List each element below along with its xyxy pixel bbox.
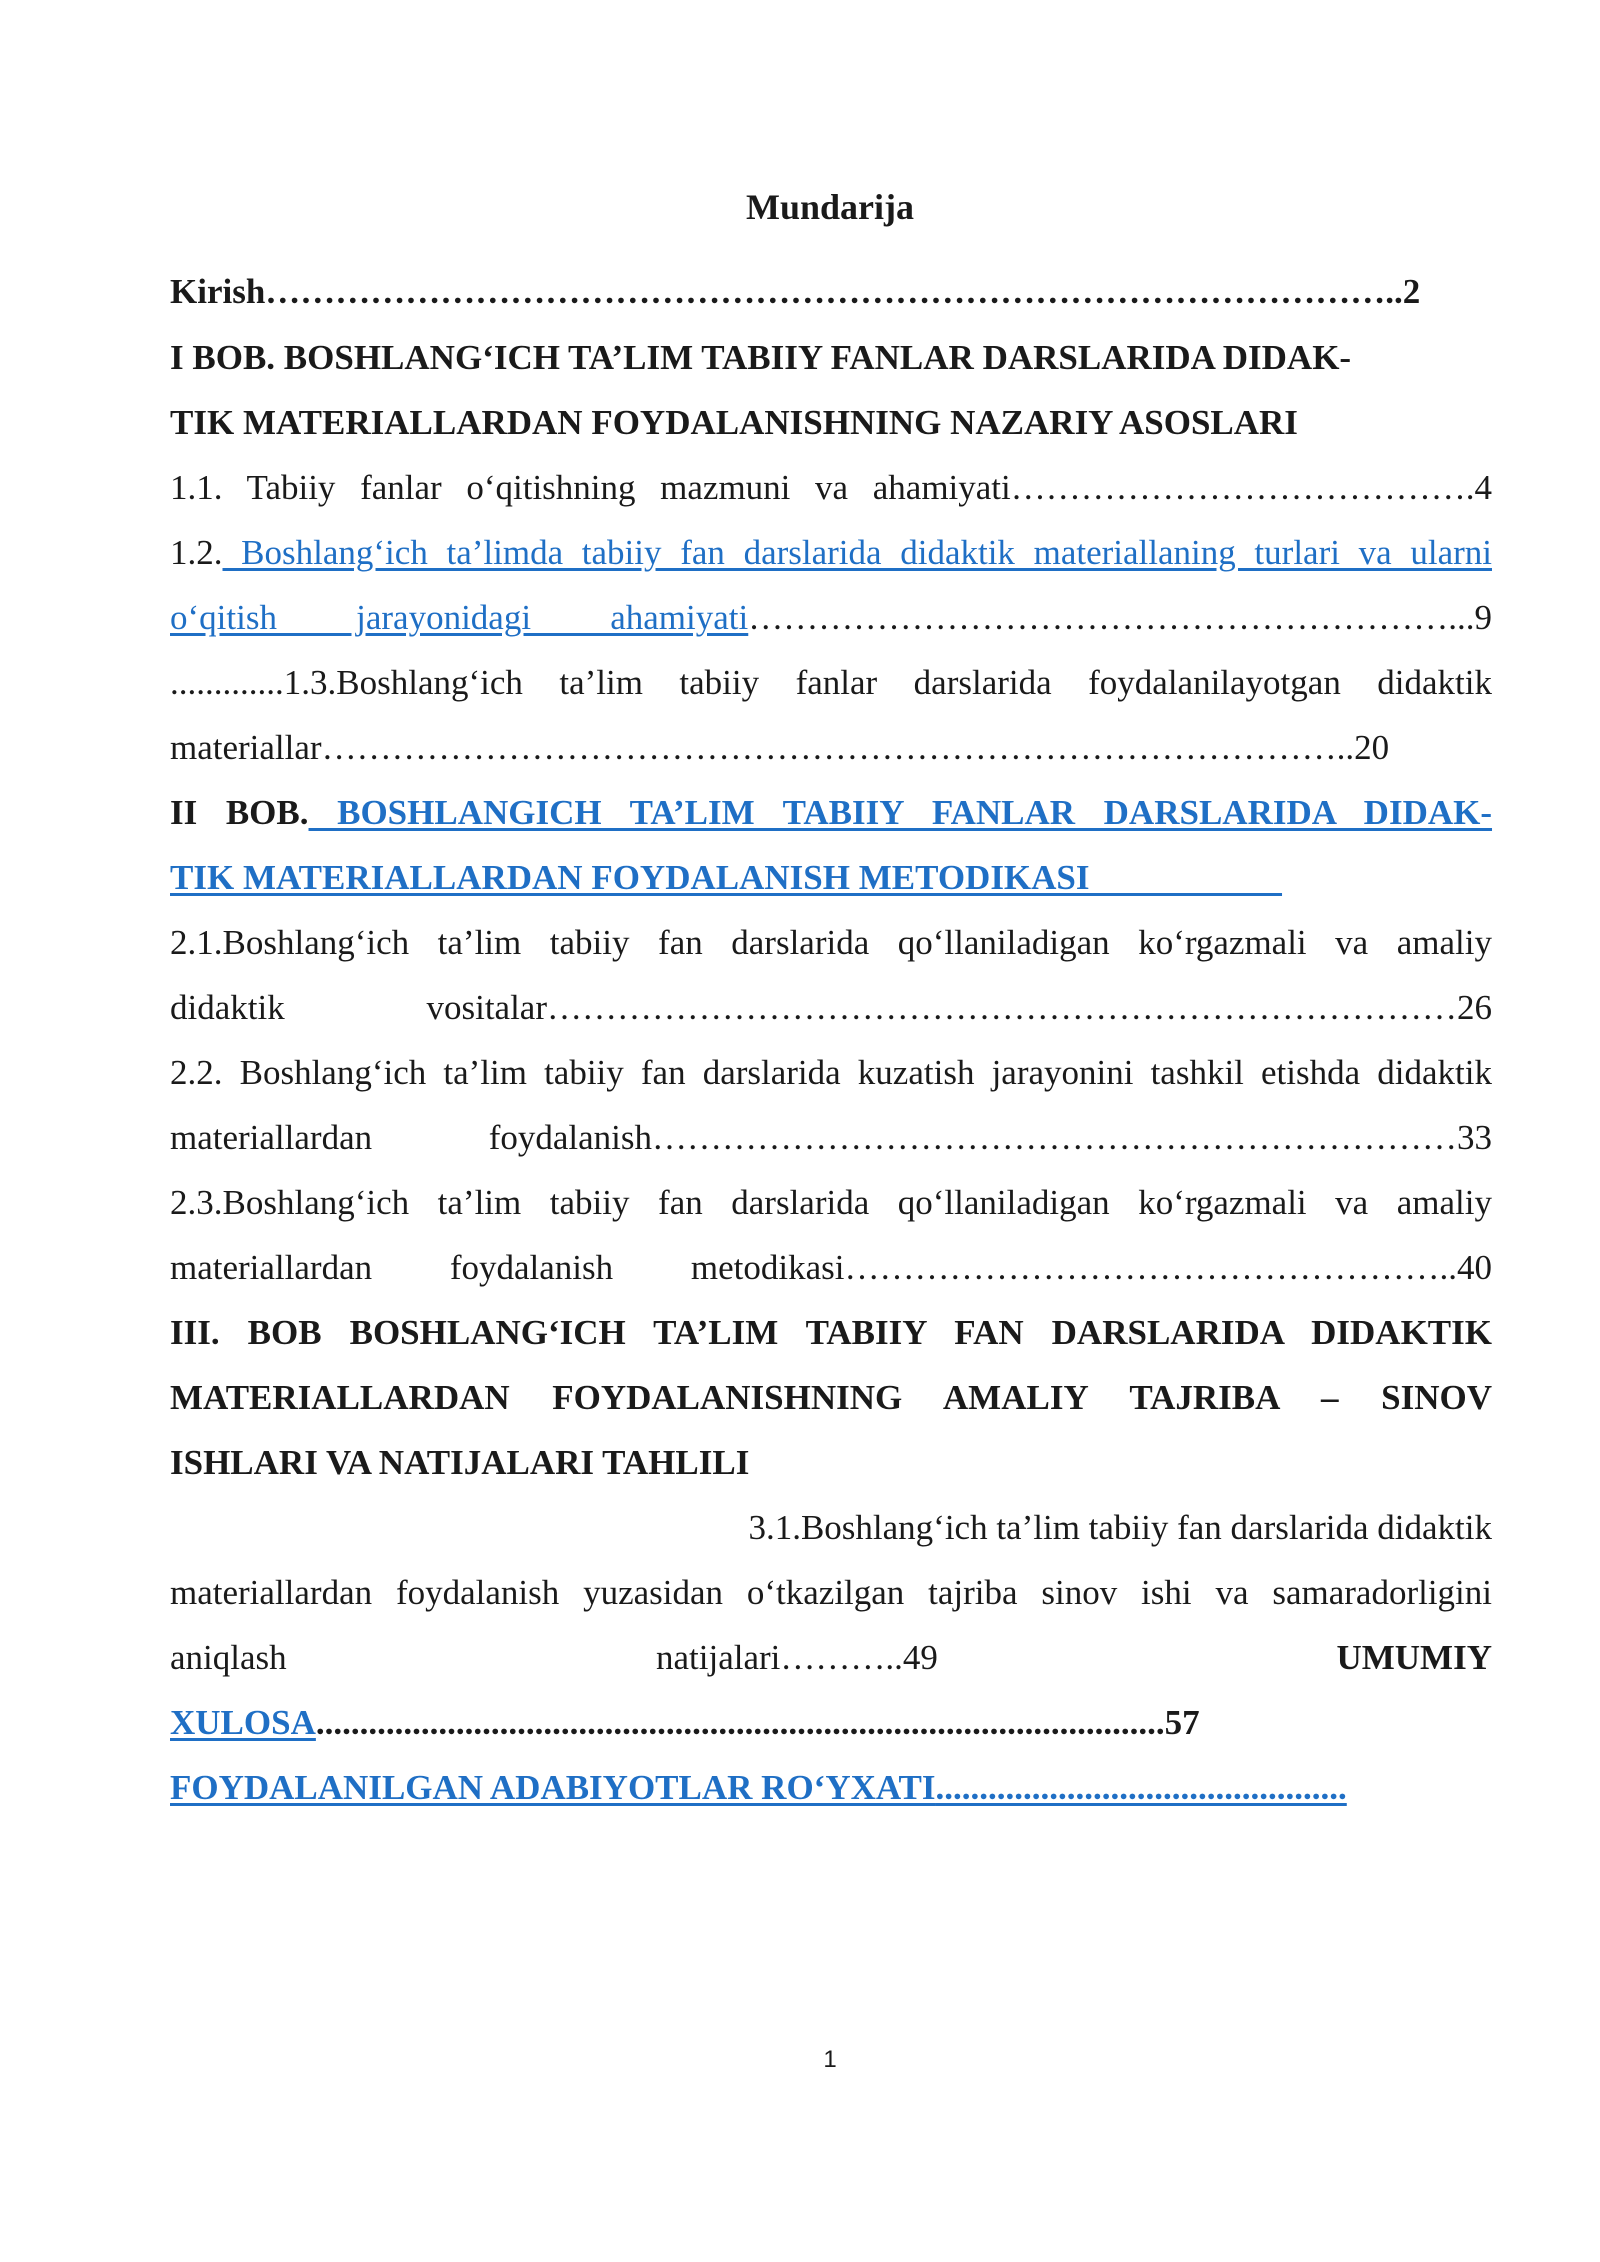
toc-conclusion-prefix: UMUMIY — [1336, 1638, 1492, 1677]
toc-label: Kirish — [170, 272, 266, 311]
toc-chapter-3-heading: III. BOB BOSHLANG‘ICH TA’LIM TABIIY FAN DARSLARIDA DIDAKTIK — [170, 1313, 1492, 1352]
toc-entry-2-1-cont[interactable]: didaktik vositalar……………………………………………………………………26 — [170, 988, 1492, 1027]
toc-entry-conclusion[interactable] — [170, 1703, 1492, 1743]
toc-chapter-2-heading-cont[interactable] — [170, 858, 1492, 898]
toc-entry-references[interactable] — [170, 1768, 1492, 1808]
toc-leader: …………………………………………………………………… — [547, 988, 1457, 1027]
toc-leader: …………………………………………………………………………….. — [321, 728, 1355, 767]
toc-link-chapter-2-cont[interactable]: TIK MATERIALLARDAN FOYDALANISH METODIKASI — [170, 858, 1283, 897]
toc-page-number: 9 — [1474, 598, 1492, 637]
toc-leader: …………………………………………….. — [844, 1248, 1457, 1287]
toc-entry-1-2[interactable]: 1.2. Boshlang‘ich ta’limda tabiiy fan darslarida didaktik materiallaning turlari va ularni — [170, 533, 1492, 572]
toc-leader: ……………………………………………………... — [748, 598, 1475, 637]
toc-link-1-2[interactable]: Boshlang‘ich ta’limda tabiiy fan darslarida didaktik materiallaning turlari va ularni — [222, 533, 1492, 572]
page-number: 1 — [823, 2046, 837, 2073]
toc-entry-2-3-cont[interactable]: materiallardan foydalanish metodikasi……………………………………………..40 — [170, 1248, 1492, 1287]
toc-entry-3-1-cont[interactable]: materiallardan foydalanish yuzasidan o‘tkazilgan tajriba sinov ishi va samaradorligini — [170, 1573, 1492, 1612]
toc-page-number: 20 — [1354, 728, 1390, 767]
toc-chapter-3-heading-cont2: ISHLARI VA NATIJALARI TAHLILI — [170, 1443, 750, 1482]
toc-entry-1-3-cont[interactable]: materiallar……………………………………………………………………………..20 — [170, 728, 1390, 767]
toc-page-number: 33 — [1457, 1118, 1492, 1157]
toc-leader: …………………………………………………………………………………….. — [265, 272, 1403, 311]
toc-chapter-1-heading-cont: TIK MATERIALLARDAN FOYDALANISHNING NAZARIY ASOSLARI — [170, 403, 1298, 442]
toc-entry-2-3[interactable]: 2.3.Boshlang‘ich ta’lim tabiiy fan darslarida qo‘llaniladigan ko‘rgazmali va amaliy — [170, 1183, 1492, 1222]
toc-entry-intro[interactable] — [170, 272, 1492, 312]
toc-page-number: 57 — [1164, 1703, 1200, 1742]
toc-entry-2-1[interactable]: 2.1.Boshlang‘ich ta’lim tabiiy fan darslarida qo‘llaniladigan ko‘rgazmali va amaliy — [170, 923, 1492, 962]
toc-link-conclusion[interactable]: XULOSA — [170, 1703, 316, 1742]
toc-page-number: 26 — [1457, 988, 1492, 1027]
toc-page-number: 2 — [1402, 272, 1421, 311]
toc-entry-2-2[interactable]: 2.2. Boshlang‘ich ta’lim tabiiy fan darslarida kuzatish jarayonini tashkil etishda didaktik — [170, 1053, 1492, 1092]
toc-chapter-1-heading: I BOB. BOSHLANG‘ICH TA’LIM TABIIY FANLAR DARSLARIDA DIDAK- — [170, 338, 1352, 377]
toc-page-number: 4 — [1474, 468, 1492, 507]
toc-chapter-2-heading[interactable]: II BOB. BOSHLANGICH TA’LIM TABIIY FANLAR DARSLARIDA DIDAK- — [170, 793, 1493, 832]
toc-entry-3-1[interactable]: 3.1.Boshlang‘ich ta’lim tabiiy fan darslarida didaktik — [748, 1508, 1492, 1547]
toc-entry-2-2-cont[interactable]: materiallardan foydalanish……………………………………………………………33 — [170, 1118, 1492, 1157]
toc-entry-1-1[interactable]: 1.1. Tabiiy fanlar o‘qitishning mazmuni va ahamiyati………………………………….4 — [170, 468, 1492, 507]
toc-leader: ................................................................................................. — [315, 1703, 1165, 1742]
toc-leader: …………………………………. — [1010, 468, 1475, 507]
toc-link-1-2-cont[interactable]: o‘qitish jarayonidagi ahamiyati — [170, 598, 749, 637]
document-page: Mundarija Kirish……………………………………………………………………………………..2 I BOB. BOSHLANG‘ICH TA’LIM TABIIY FANLAR DARSLARIDA DIDAK- TIK MATERIALLARDAN FOYDALANISHNING NAZARIY ASOSLARI 1.1. Tabiiy fanlar o‘qitishning mazmuni va ahamiyati………………………………….4 1.2. Boshlang‘ich ta’limda tabiiy fan darslarida didaktik materiallaning turlari va ularni o‘qitish jarayonidagi ahamiyati……………………………………………………...9 .............1.3.Boshlang‘ich ta’lim tabiiy fanlar darslarida foydalanilayotgan didaktik materiallar……………………………………………………………………………..20 II BOB. BOSHLANGICH TA’LIM TABIIY FANLAR DARSLARIDA DIDAK- TIK MATERIALLARDAN FOYDALANISH METODIKASI 2.1.Boshlang‘ich ta’lim tabiiy fan darslarida qo‘llaniladigan ko‘rgazmali va amaliy didaktik vositalar……………………………………………………………………26 2.2. Boshlang‘ich ta’lim tabiiy fan darslarida kuzatish jarayonini tashkil etishda didaktik materiallardan foydalanish……………………………………………………………33 2.3.Boshlang‘ich ta’lim tabiiy fan darslarida qo‘llaniladigan ko‘rgazmali va amaliy materiallardan foydalanish metodikasi……………………………………………..40 III. BOB BOSHLANG‘ICH TA’LIM TABIIY FAN DARSLARIDA DIDAKTIK MATERIALLARDAN FOYDALANISHNING AMALIY TAJRIBA – SINOV ISHLARI VA NATIJALARI TAHLILI 3.1.Boshlang‘ich ta’lim tabiiy fan darslarida didaktik materiallardan foydalanish yuzasidan o‘tkazilgan tajriba sinov ishi va samaradorligini aniqlash natijalari………..49 UMUMIY XULOSA.................................................................................................57 FOYDALANILGAN ADABIYOTLAR RO‘YXATI............................................... 1 — [0, 0, 1600, 2262]
toc-link-references[interactable]: FOYDALANILGAN ADABIYOTLAR RO‘YXATI............................................... — [170, 1768, 1347, 1807]
page-title: Mundarija — [745, 187, 914, 227]
toc-link-chapter-2[interactable]: BOSHLANGICH TA’LIM TABIIY FANLAR DARSLARIDA DIDAK- — [308, 793, 1493, 832]
toc-page-number: 40 — [1457, 1248, 1492, 1287]
toc-entry-1-3[interactable]: .............1.3.Boshlang‘ich ta’lim tabiiy fanlar darslarida foydalanilayotgan didaktik — [170, 663, 1492, 702]
toc-page-number: natijalari………..49 — [656, 1638, 938, 1677]
toc-entry-1-2-cont[interactable] — [170, 598, 1492, 638]
toc-leader: …………………………………………………………… — [652, 1118, 1457, 1157]
toc-chapter-3-heading-cont: MATERIALLARDAN FOYDALANISHNING AMALIY TAJRIBA – SINOV — [170, 1378, 1492, 1417]
